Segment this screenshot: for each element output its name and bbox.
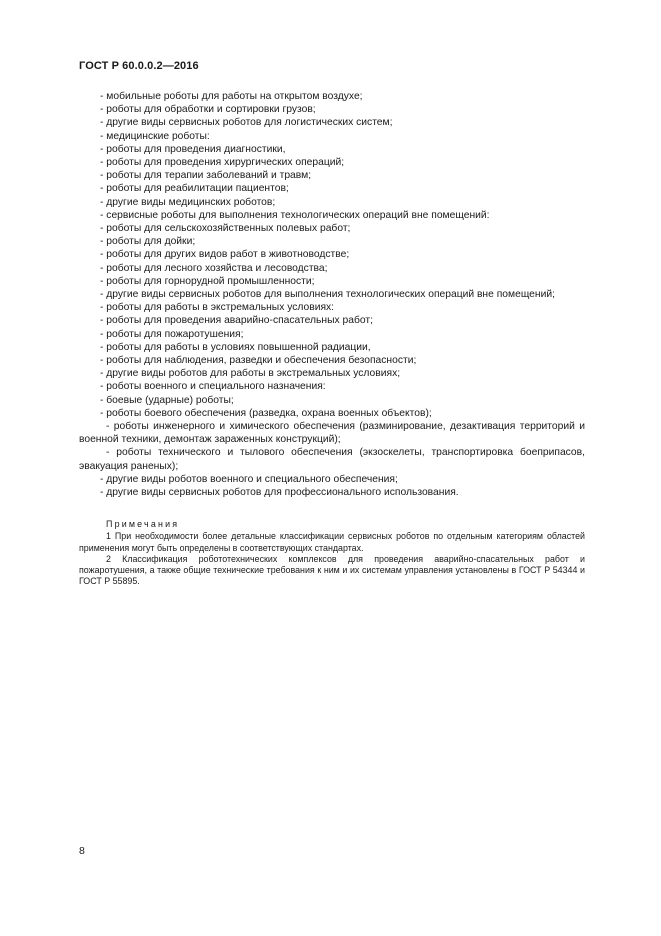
list-item: - сервисные роботы для выполнения технологических операций вне помещений: [100, 209, 490, 221]
classification-list [79, 90, 585, 499]
list-item: - роботы для реабилитации пациентов; [100, 183, 289, 195]
list-item: - роботы для дойки; [100, 236, 196, 248]
document-header: ГОСТ Р 60.0.0.2—2016 [79, 60, 199, 72]
list-item: - роботы для пожаротушения; [100, 328, 244, 340]
list-item: - роботы для обработки и сортировки грузов; [100, 104, 316, 116]
list-item: - роботы для сельскохозяйственных полевых работ; [100, 223, 351, 235]
list-item: - роботы военного и специального назначения: [100, 381, 326, 393]
list-item: - другие виды сервисных роботов для логистических систем; [100, 117, 393, 129]
list-item: - роботы для терапии заболеваний и травм; [100, 170, 312, 182]
list-item: - роботы для проведения диагностики, [100, 143, 286, 155]
list-item: - мобильные роботы для работы на открытом воздухе; [100, 91, 363, 102]
notes-title: Примечания [106, 519, 180, 529]
list-item: - роботы для других видов работ в животноводстве; [100, 249, 350, 261]
list-item: - роботы для работы в условиях повышенной радиации, [100, 341, 371, 353]
list-item: - роботы для наблюдения, разведки и обеспечения безопасности; [100, 355, 417, 367]
list-item: - другие виды роботов военного и специального обеспечения; [100, 473, 398, 485]
list-item: - роботы для горнорудной промышленности; [100, 275, 315, 287]
list-item: - роботы технического и тылового обеспечения (экзоскелеты, транспортировка боеприпасов, эвакуация раненых); [79, 447, 585, 472]
page-number: 8 [79, 845, 85, 857]
list-item: - другие виды сервисных роботов для профессионального использования. [100, 487, 459, 499]
note-item: 2 Классификация робототехнических комплексов для проведения аварийно-спасательных работ и пожаротушения, а также общие технические требования к ним и их системам управления установлены в ГОСТ Р 54344 и ГОСТ Р 55895. [79, 553, 585, 587]
list-item: - роботы для лесного хозяйства и лесоводства; [100, 262, 328, 274]
list-item: - медицинские роботы: [100, 130, 210, 142]
list-item: - роботы для работы в экстремальных условиях: [100, 302, 335, 314]
list-item: - роботы для проведения аварийно-спасательных работ; [100, 315, 373, 327]
list-item: - другие виды роботов для работы в экстремальных условиях; [100, 368, 401, 380]
list-item: - другие виды сервисных роботов для выполнения технологических операций вне помещений; [100, 289, 555, 301]
list-item: - роботы боевого обеспечения (разведка, охрана военных объектов); [100, 407, 432, 419]
list-item: - другие виды медицинских роботов; [100, 196, 276, 208]
list-item: - роботы для проведения хирургических операций; [100, 157, 345, 169]
list-item: - боевые (ударные) роботы; [100, 394, 234, 406]
note-item: 1 При необходимости более детальные классификации сервисных роботов по отдельным категориям областей применения могут быть определены в соответствующих стандартах. [79, 531, 585, 553]
notes-section [79, 519, 585, 588]
list-item: - роботы инженерного и химического обеспечения (разминирование, дезактивация территорий и военной техники, демонтаж зараженных конструкций); [79, 421, 585, 446]
